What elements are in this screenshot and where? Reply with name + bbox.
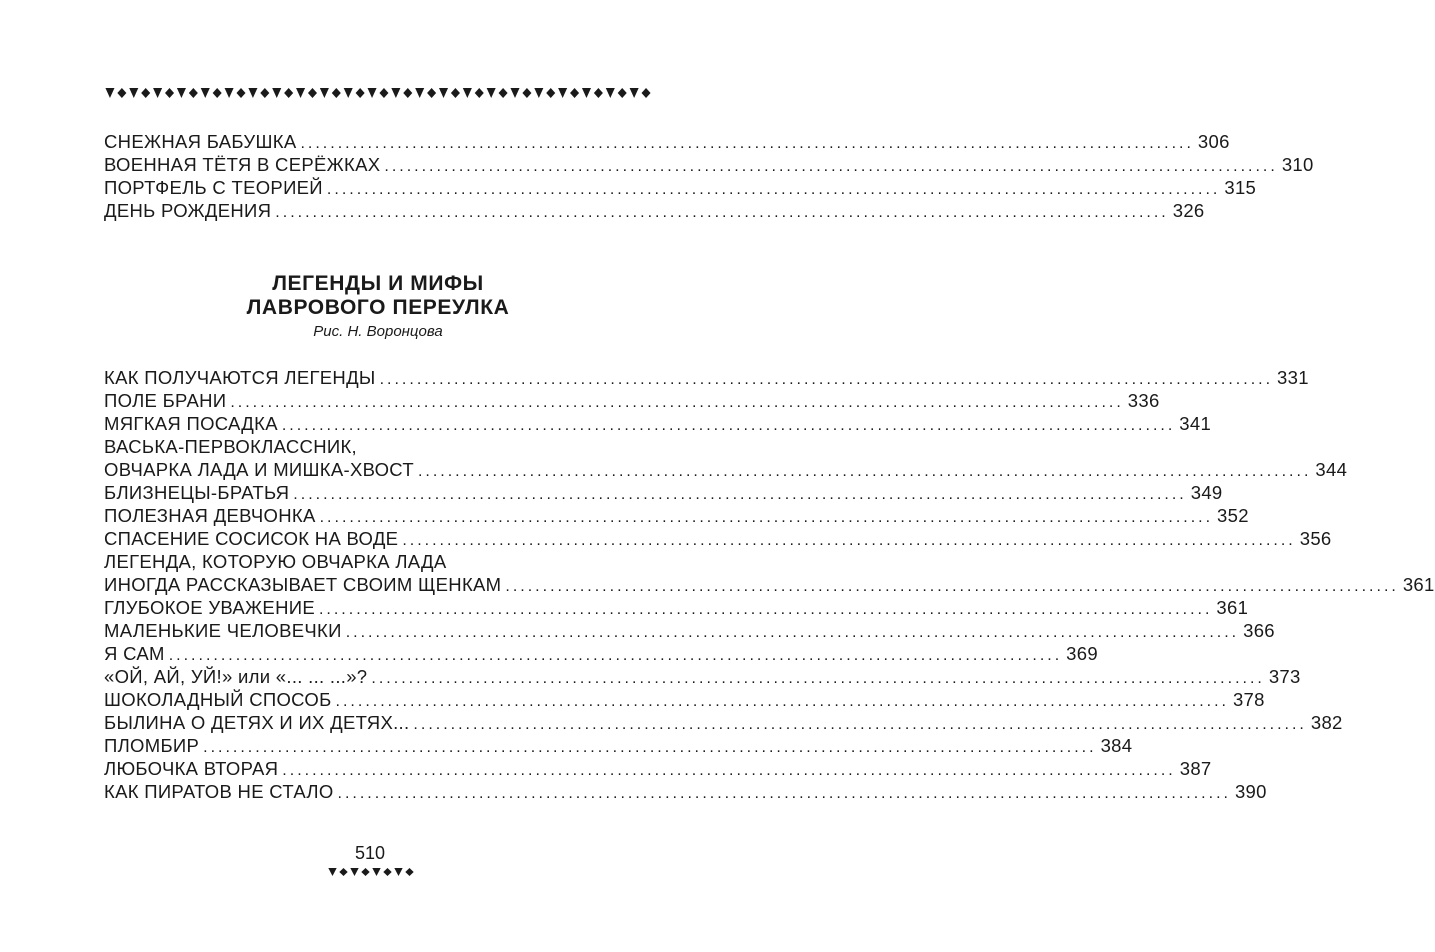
ornament-diamond-icon [405,868,413,876]
toc-entry-leader: ........................................................................................................................ [345,624,1240,641]
ornament-diamond-icon [339,868,347,876]
ornament-diamond-icon [356,88,365,98]
toc-entry-leader: ........................................................................................................................ [319,509,1214,526]
toc-entry-leader: ........................................................................................................................ [326,181,1221,198]
ornament-diamond-icon [379,88,388,98]
ornament-diamond-icon [594,88,603,98]
toc-entry-title: ПОРТФЕЛЬ С ТЕОРИЕЙ [104,177,323,198]
ornament-diamond-icon [618,88,627,98]
toc-entry [104,176,1257,199]
toc-entry [104,550,652,573]
toc-entry-title: ИНОГДА РАССКАЗЫВАЕТ СВОИМ ЩЕНКАМ [104,574,502,595]
illustrator-credit: Рис. Н. Воронцова [313,323,443,340]
toc-entry [104,711,1343,734]
ornament-diamond-icon [236,88,245,98]
toc-entry-page: 326 [1172,200,1205,221]
toc-entry [104,199,1205,222]
ornament-diamond-icon [344,88,353,98]
toc-entry-page: 331 [1277,367,1309,388]
toc-entry-leader: ........................................................................................................................ [203,739,1097,756]
toc-entry-title: Я САМ [104,643,165,664]
ornament-diamond-icon [368,88,377,98]
ornament-diamond-icon [201,88,210,98]
ornament-diamond-icon [189,88,198,98]
toc-entry-title: ВОЕННАЯ ТЁТЯ В СЕРЁЖКАХ [104,154,381,175]
ornament-diamond-icon [391,88,400,98]
toc-entry-title: СНЕЖНАЯ БАБУШКА [104,131,297,152]
ornament-diamond-icon [361,868,369,876]
section-title [104,272,652,320]
toc-entry-title: КАК ПИРАТОВ НЕ СТАЛО [104,781,334,802]
ornament-diamond-icon [499,88,508,98]
ornament-diamond-icon [415,88,424,98]
ornament-diamond-icon [582,88,591,98]
toc-entry [104,435,652,458]
toc-entry-leader: ........................................................................................................................ [371,670,1265,687]
ornament-diamond-icon [522,88,531,98]
toc-entry-page: 336 [1127,390,1160,411]
toc-entry-leader: ........................................................................................................................ [379,371,1274,388]
toc-entry-leader: ........................................................................................................................ [413,716,1307,733]
toc-entry [104,596,1249,619]
ornament-diamond-icon [439,88,448,98]
toc-entry-page: 341 [1179,413,1212,434]
toc-entry-title: «ОЙ, АЙ, УЙ!» или «... ... ...»? [104,666,368,687]
toc-list-top [104,130,1314,222]
ornament-diamond-icon [487,88,496,98]
page-number: 510 [354,843,386,863]
toc-entry [104,153,1314,176]
toc-entry [104,458,1348,481]
ornament-diamond-icon [129,88,138,98]
ornament-diamond-icon [296,88,305,98]
ornament-diamond-icon [117,88,126,98]
toc-entry-leader: ........................................................................................................................ [417,463,1312,480]
toc-entry-leader: ........................................................................................................................ [282,762,1176,779]
toc-entry-page: 310 [1281,154,1314,175]
toc-entry-page: 369 [1066,643,1098,664]
ornament-diamond-icon [546,88,555,98]
ornament-diamond-icon [463,88,472,98]
toc-entry-leader: ........................................................................................................................ [300,135,1194,152]
ornament-diamond-icon [475,88,484,98]
toc-entry-leader: ........................................................................................................................ [275,204,1169,221]
toc-entry-title: БЛИЗНЕЦЫ-БРАТЬЯ [104,482,290,503]
ornament-diamond-icon [642,88,651,98]
ornament-diamond-icon [451,88,460,98]
ornament-diamond-icon [284,88,293,98]
ornament-diamond-icon [427,88,436,98]
toc-entry [104,642,1098,665]
toc-entry-title: ЛЕГЕНДА, КОТОРУЮ ОВЧАРКА ЛАДА [104,551,447,572]
ornament-diamond-icon [272,88,281,98]
toc-entry-leader: ........................................................................................................................ [337,785,1231,802]
toc-entry-page: 361 [1216,597,1249,618]
ornament-diamond-icon [141,88,150,98]
toc-entry [104,688,1265,711]
toc-entry-page: 373 [1268,666,1301,687]
toc-entry-title: ШОКОЛАДНЫЙ СПОСОБ [104,689,332,710]
toc-entry [104,780,1267,803]
toc-entry-page: 352 [1217,505,1249,526]
toc-entry [104,757,1212,780]
toc-entry-page: 382 [1310,712,1343,733]
ornament-diamond-icon [308,88,317,98]
ornament-diamond-icon [260,88,269,98]
toc-entry-leader: ........................................................................................................................ [384,158,1278,175]
toc-entry [104,665,1301,688]
toc-entry-leader: ........................................................................................................................ [505,578,1399,595]
ornament-diamond-icon [403,88,412,98]
toc-entry-page: 384 [1100,735,1133,756]
toc-entry-title: ПОЛЕ БРАНИ [104,390,227,411]
toc-entry-title: ПОЛЕЗНАЯ ДЕВЧОНКА [104,505,316,526]
toc-entry-title: ОВЧАРКА ЛАДА И МИШКА-ХВОСТ [104,459,414,480]
toc-entry-leader: ........................................................................................................................ [168,647,1063,664]
toc-entry-title: МАЛЕНЬКИЕ ЧЕЛОВЕЧКИ [104,620,342,641]
ornament-diamond-icon [328,868,336,876]
ornament-diamond-icon [558,88,567,98]
toc-entry [104,481,1223,504]
toc-entry-title: КАК ПОЛУЧАЮТСЯ ЛЕГЕНДЫ [104,367,376,388]
ornament-diamond-icon [213,88,222,98]
toc-entry [104,527,1332,550]
ornament-diamond-icon [606,88,615,98]
ornament-diamond-icon [534,88,543,98]
toc-entry-title: БЫЛИНА О ДЕТЯХ И ИХ ДЕТЯХ... [104,712,410,733]
ornament-diamond-icon [372,868,380,876]
toc-entry-title: МЯГКАЯ ПОСАДКА [104,413,278,434]
ornament-diamond-icon [394,868,402,876]
toc-entry-title: ГЛУБОКОЕ УВАЖЕНИЕ [104,597,315,618]
toc-entry-page: 390 [1234,781,1267,802]
toc-entry-title: ЛЮБОЧКА ВТОРАЯ [104,758,279,779]
toc-entry [104,389,1160,412]
decorative-border-top-icon [104,86,652,100]
toc-entry-page: 306 [1197,131,1230,152]
toc-entry-leader: ........................................................................................................................ [293,486,1187,503]
ornament-diamond-icon [332,88,341,98]
toc-entry [104,366,1309,389]
ornament-diamond-icon [248,88,257,98]
toc-entry-leader: ........................................................................................................................ [281,417,1176,434]
ornament-diamond-icon [630,88,639,98]
ornament-diamond-icon [165,88,174,98]
toc-entry [104,504,1249,527]
section-title-line1: ЛЕГЕНДЫ И МИФЫ [272,272,484,295]
toc-entry [104,412,1212,435]
toc-entry-title: ПЛОМБИР [104,735,200,756]
ornament-diamond-icon [510,88,519,98]
toc-entry-page: 387 [1179,758,1212,779]
ornament-diamond-icon [153,88,162,98]
toc-entry-page: 315 [1224,177,1257,198]
toc-entry-title: ВАСЬКА-ПЕРВОКЛАССНИК, [104,436,357,457]
ornament-diamond-icon [105,88,114,98]
toc-entry-page: 356 [1299,528,1332,549]
decorative-border-bottom-icon [327,866,415,878]
ornament-diamond-icon [177,88,186,98]
ornament-diamond-icon [225,88,234,98]
toc-entry-leader: ........................................................................................................................ [230,394,1124,411]
toc-entry-leader: ........................................................................................................................ [402,532,1296,549]
ornament-diamond-icon [320,88,329,98]
toc-entry-page: 378 [1232,689,1265,710]
toc-entry-page: 349 [1190,482,1223,503]
toc-entry [104,130,1230,153]
toc-entry [104,619,1275,642]
toc-entry-page: 366 [1243,620,1275,641]
toc-entry [104,573,1435,596]
ornament-diamond-icon [350,868,358,876]
toc-entry [104,734,1133,757]
toc-list-main [104,366,1435,803]
toc-entry-leader: ........................................................................................................................ [335,693,1229,710]
toc-entry-page: 361 [1402,574,1435,595]
toc-entry-leader: ........................................................................................................................ [318,601,1213,618]
ornament-diamond-icon [570,88,579,98]
section-title-line2: ЛАВРОВОГО ПЕРЕУЛКА [246,296,510,319]
toc-entry-title: ДЕНЬ РОЖДЕНИЯ [104,200,272,221]
toc-entry-page: 344 [1315,459,1348,480]
ornament-diamond-icon [383,868,391,876]
toc-entry-title: СПАСЕНИЕ СОСИСОК НА ВОДЕ [104,528,399,549]
